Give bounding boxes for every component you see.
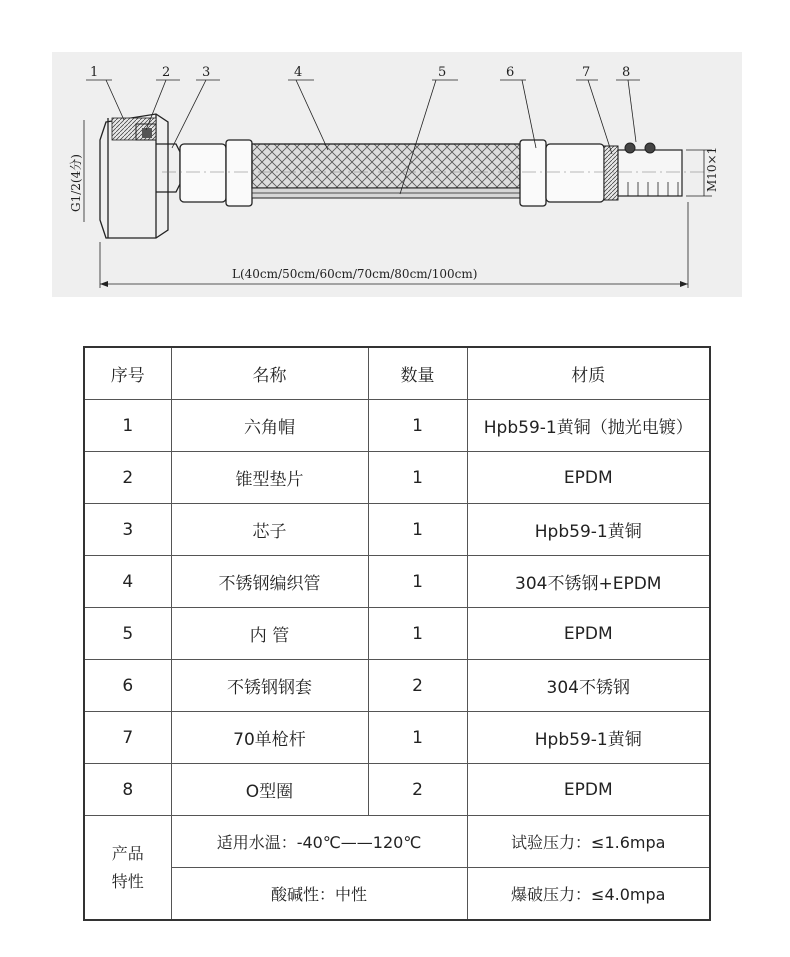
acidity: 酸碱性：中性 bbox=[171, 868, 467, 921]
part-name: 六角帽 bbox=[171, 400, 368, 452]
callout-5: 5 bbox=[438, 65, 447, 80]
part-material: Hpb59-1黄铜 bbox=[467, 504, 710, 556]
part-name: 不锈钢编织管 bbox=[171, 556, 368, 608]
table-row bbox=[84, 608, 710, 660]
callout-2: 2 bbox=[162, 65, 171, 80]
part-no: 2 bbox=[84, 452, 171, 504]
callout-8: 8 bbox=[622, 65, 631, 80]
header-qty: 数量 bbox=[368, 347, 467, 400]
property-label bbox=[84, 816, 171, 921]
length-label: L(40cm/50cm/60cm/70cm/80cm/100cm) bbox=[232, 267, 478, 281]
table-row bbox=[84, 452, 710, 504]
part-no: 3 bbox=[84, 504, 171, 556]
thread-label: G1/2(4分) bbox=[69, 154, 83, 212]
part-qty: 2 bbox=[368, 660, 467, 712]
callout-6: 6 bbox=[506, 65, 515, 80]
test-pressure: 试验压力：≤1.6mpa bbox=[467, 816, 710, 868]
table-row bbox=[84, 556, 710, 608]
o-ring-part-b bbox=[645, 143, 655, 153]
part-material: EPDM bbox=[467, 608, 710, 660]
property-row bbox=[84, 868, 710, 921]
right-sleeve-part bbox=[520, 140, 604, 206]
part-no: 6 bbox=[84, 660, 171, 712]
table-row bbox=[84, 400, 710, 452]
part-qty: 2 bbox=[368, 764, 467, 816]
part-qty: 1 bbox=[368, 556, 467, 608]
callout-7: 7 bbox=[582, 65, 591, 80]
o-ring-part-a bbox=[625, 143, 635, 153]
callout-1: 1 bbox=[90, 65, 99, 80]
property-label-line1: 产品 bbox=[111, 843, 144, 863]
stem-part bbox=[604, 146, 682, 200]
part-qty: 1 bbox=[368, 400, 467, 452]
table-header-row bbox=[84, 347, 710, 400]
part-no: 4 bbox=[84, 556, 171, 608]
left-sleeve-part bbox=[180, 140, 252, 206]
property-label-line2: 特性 bbox=[111, 871, 144, 891]
header-name: 名称 bbox=[171, 347, 368, 400]
parts-spec-table bbox=[83, 346, 711, 921]
part-no: 1 bbox=[84, 400, 171, 452]
callout-3: 3 bbox=[202, 65, 211, 80]
part-name: 内 管 bbox=[171, 608, 368, 660]
gasket-core bbox=[142, 128, 152, 138]
table-row bbox=[84, 660, 710, 712]
hose-technical-drawing bbox=[52, 52, 742, 297]
part-material: EPDM bbox=[467, 764, 710, 816]
property-row bbox=[84, 816, 710, 868]
part-qty: 1 bbox=[368, 712, 467, 764]
table-row bbox=[84, 764, 710, 816]
part-material: Hpb59-1黄铜（抛光电镀） bbox=[467, 400, 710, 452]
part-no: 7 bbox=[84, 712, 171, 764]
part-material: EPDM bbox=[467, 452, 710, 504]
part-no: 5 bbox=[84, 608, 171, 660]
header-material: 材质 bbox=[467, 347, 710, 400]
hose-drawing-svg bbox=[52, 52, 742, 297]
callout-4: 4 bbox=[294, 65, 303, 80]
part-name: 锥型垫片 bbox=[171, 452, 368, 504]
temperature-range: 适用水温：-40℃——120℃ bbox=[171, 816, 467, 868]
part-material: 304不锈钢+EPDM bbox=[467, 556, 710, 608]
hex-nut-part bbox=[100, 114, 168, 238]
part-material: 304不锈钢 bbox=[467, 660, 710, 712]
table-row bbox=[84, 504, 710, 556]
part-no: 8 bbox=[84, 764, 171, 816]
part-name: 不锈钢钢套 bbox=[171, 660, 368, 712]
part-material: Hpb59-1黄铜 bbox=[467, 712, 710, 764]
part-name: 70单枪杆 bbox=[171, 712, 368, 764]
part-name: O型圈 bbox=[171, 764, 368, 816]
part-qty: 1 bbox=[368, 504, 467, 556]
header-no: 序号 bbox=[84, 347, 171, 400]
part-qty: 1 bbox=[368, 452, 467, 504]
bolt-label: M10×1 bbox=[705, 146, 719, 192]
braided-hose-part bbox=[252, 144, 520, 188]
table-row bbox=[84, 712, 710, 764]
part-name: 芯子 bbox=[171, 504, 368, 556]
part-qty: 1 bbox=[368, 608, 467, 660]
burst-pressure: 爆破压力：≤4.0mpa bbox=[467, 868, 710, 921]
